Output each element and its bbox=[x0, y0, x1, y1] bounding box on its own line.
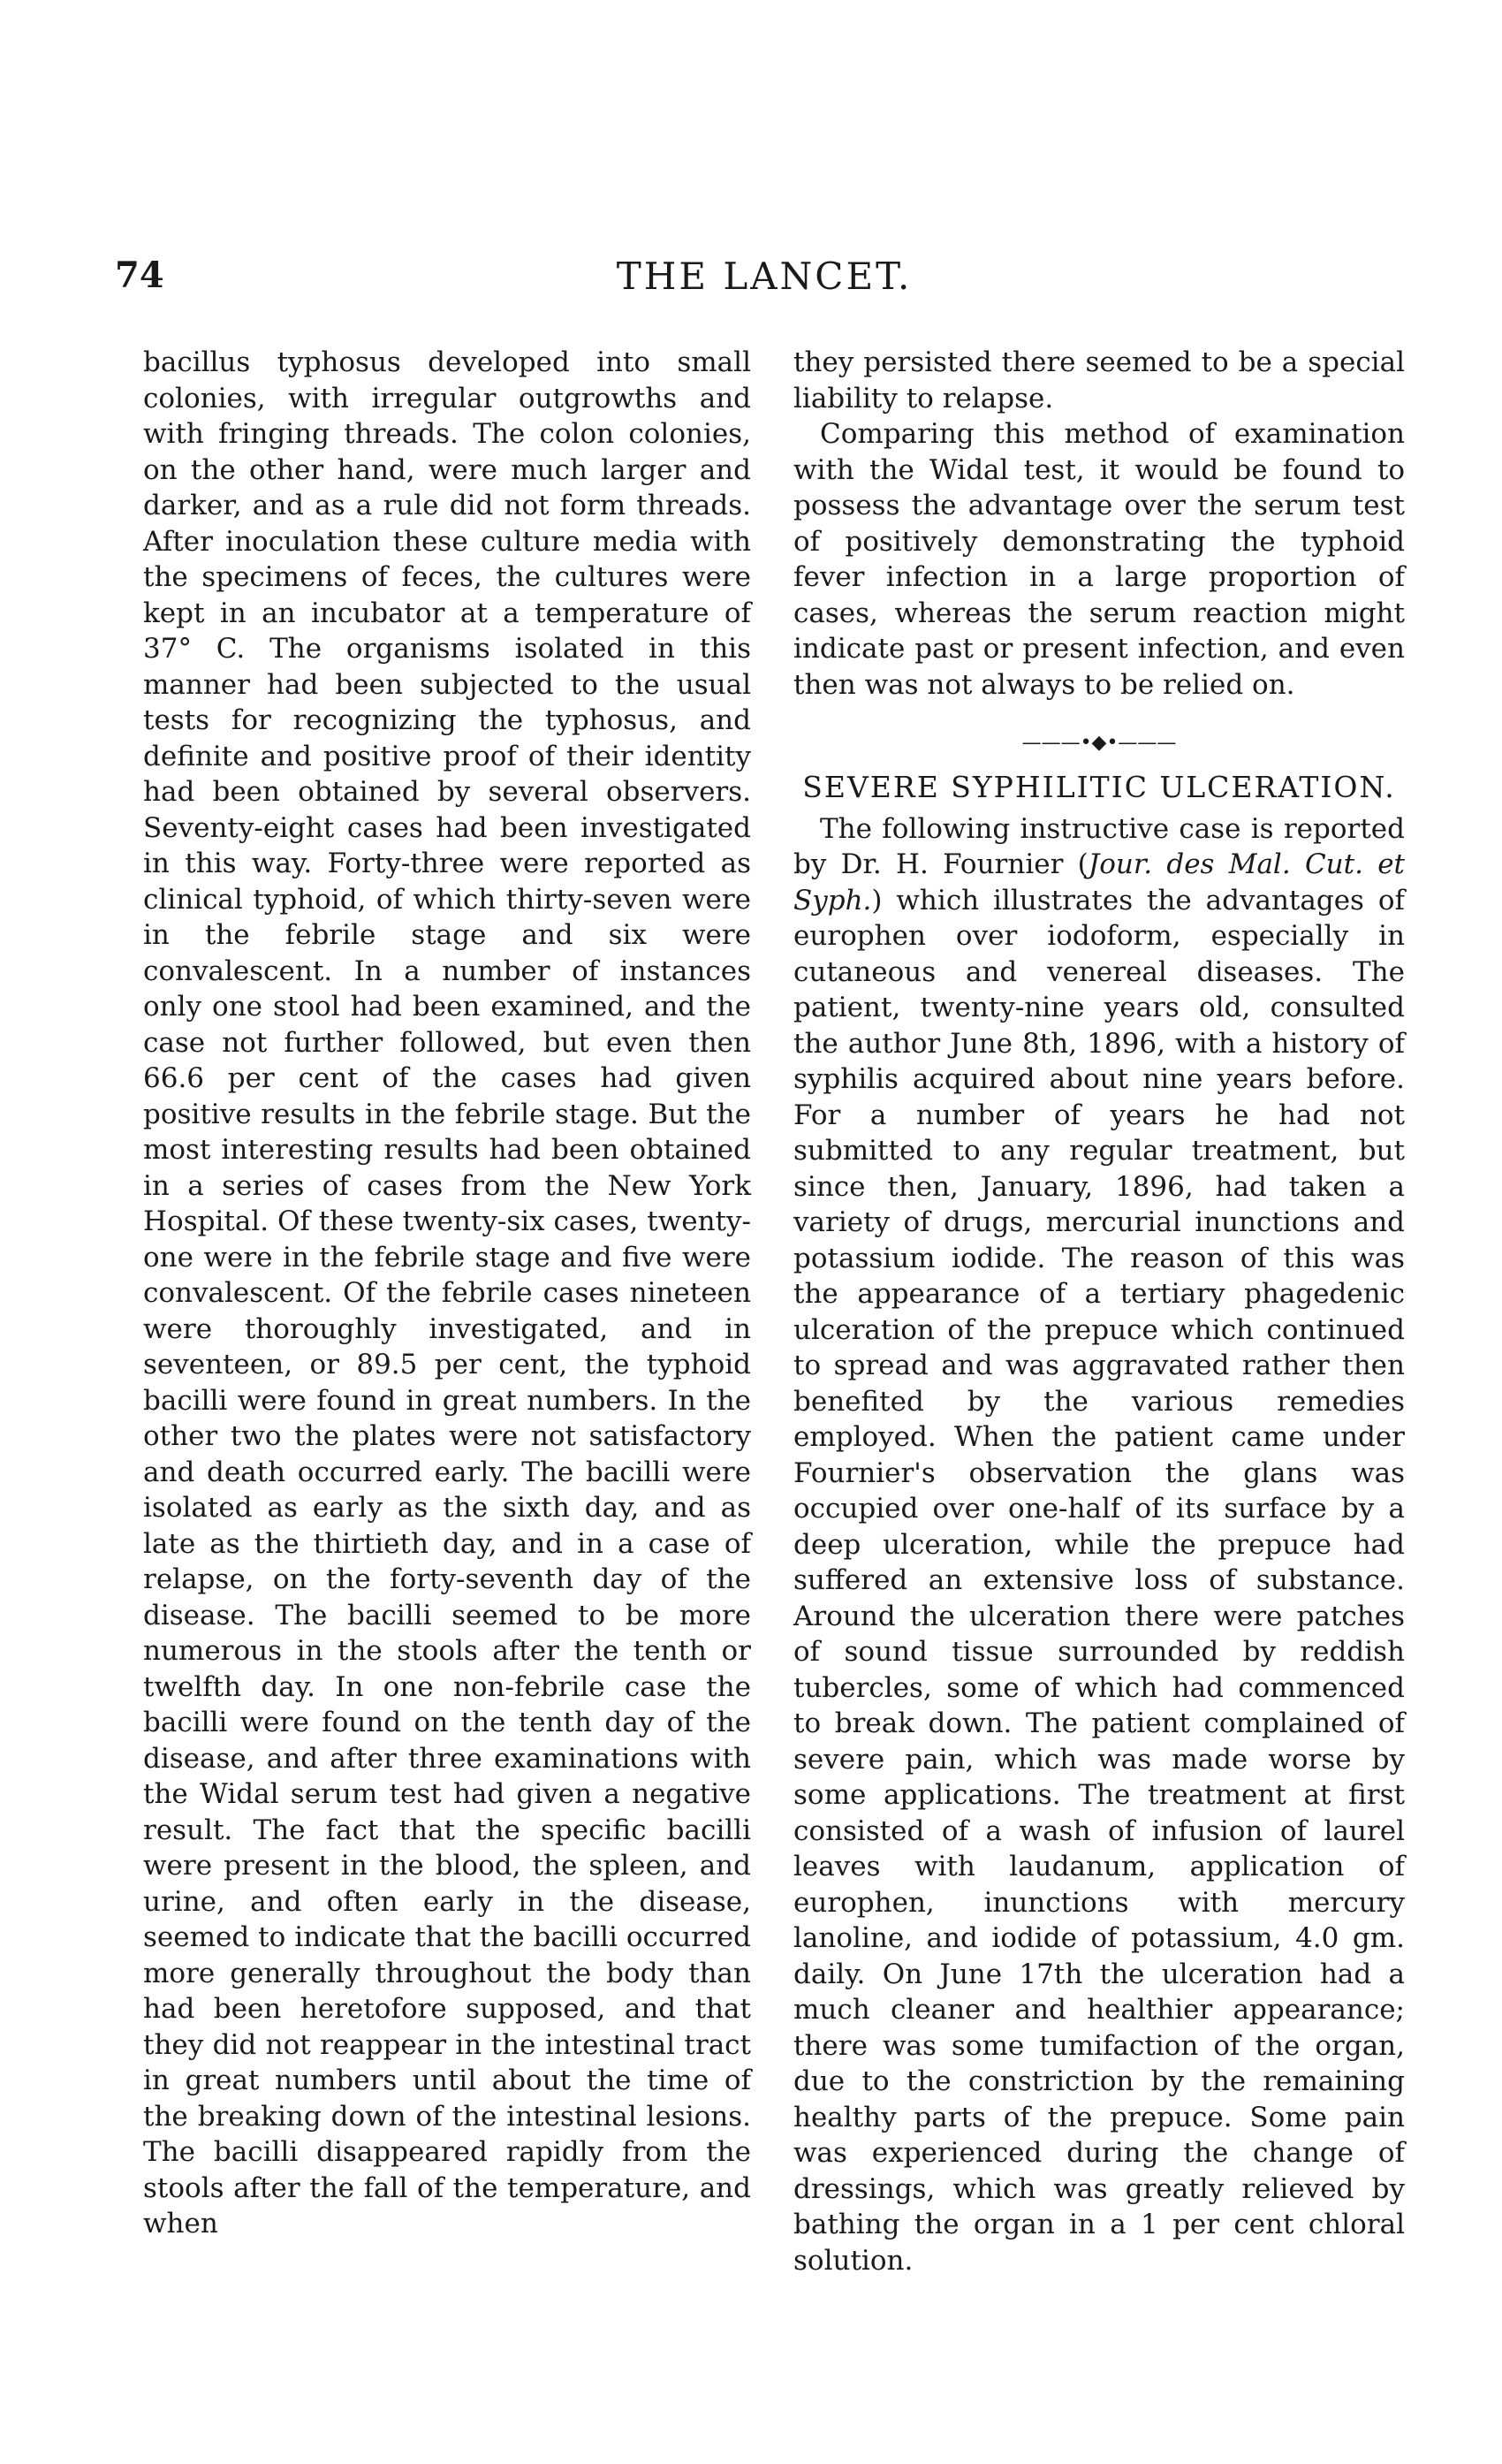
left-paragraph-1: bacillus typhosus developed into small colonies, with irregular outgrowths and with fringing threads. The colon colonies, on the other hand, were much larger and darker, and as a rule did not form threads. After inoculation these culture media with the specimens of feces, the cultures were kept in an incubator at a temperature of 37° C. The organisms isolated in this manner had been subjected to the usual tests for recognizing the typhosus, and definite and positive proof of their identity had been obtained by several observers. Seventy-eight cases had been investigated in this way. Forty-three were reported as clinical typhoid, of which thirty-seven were in the febrile stage and six were convalescent. In a number of instances only one stool had been examined, and the case not further followed, but even then 66.6 per cent of the cases had given positive results in the febrile stage. But the most interesting results had been obtained in a series of cases from the New York Hospital. Of these twenty-six cases, twenty-one were in the febrile stage and five were convalescent. Of the febrile cases nineteen were thoroughly investigated, and in seventeen, or 89.5 per cent, the typhoid bacilli were found in great numbers. In the other two the plates were not satisfactory and death occurred early. The bacilli were isolated as early as the sixth day, and as late as the thirtieth day, and in a case of relapse, on the forty-seventh day of the disease. The bacilli seemed to be more numerous in the stools after the tenth or twelfth day. In one non-febrile case the bacilli were found on the tenth day of the disease, and after three examinations with the Widal serum test had given a negative result. The fact that the specific bacilli were present in the blood, the spleen, and urine, and often early in the disease, seemed to indicate that the bacilli occurred more generally throughout the body than had been heretofore supposed, and that they did not reappear in the intestinal tract in great numbers until about the time of the breaking down of the intestinal lesions. The bacilli disappeared rapidly from the stools after the fall of the temperature, and when bbox=[143, 346, 751, 2240]
running-title: THE LANCET. bbox=[616, 255, 913, 298]
paragraph-3-intro: The following instructive case is reported by Dr. H. Fournier ( bbox=[793, 812, 1405, 880]
page-header bbox=[115, 255, 1414, 299]
page-number: 74 bbox=[115, 255, 164, 296]
journal-citation: Jour. des Mal. Cut. et Syph. bbox=[793, 848, 1405, 916]
left-column bbox=[143, 345, 751, 2242]
right-paragraph-1: they persisted there seemed to be a special liability to relapse. bbox=[793, 346, 1405, 414]
right-column bbox=[793, 345, 1405, 2278]
section-divider-ornament: ———•◆•——— bbox=[1021, 732, 1177, 754]
right-paragraph-3 bbox=[793, 811, 1405, 2279]
right-paragraph-2: Comparing this method of examination with the Widal test, it would be found to possess the advantage over the serum test of positively demonstrating the typhoid fever infection in a large proportion of cases, whereas the serum reaction might indicate past or present infection, and even then was not always to be relied on. bbox=[793, 418, 1405, 701]
article-heading: SEVERE SYPHILITIC ULCERATION. bbox=[802, 770, 1396, 804]
paragraph-3-body: ) which illustrates the advantages of europhen over iodoform, especially in cutaneous and venereal diseases. The patient, twenty-nine years old, consulted the author June 8th, 1896, with a history of syphilis acquired about nine years before. For a number of years he had not submitted to any regular treatment, but since then, January, 1896, had taken a variety of drugs, mercurial inunctions and potassium iodide. The reason of this was the appearance of a tertiary phagedenic ulceration of the prepuce which continued to spread and was aggravated rather then benefited by the various remedies employed. When the patient came under Fournier's observation the glans was occupied over one-half of its surface by a deep ulceration, while the prepuce had suffered an extensive loss of substance. Around the ulceration there were patches of sound tissue surrounded by reddish tubercles, some of which had commenced to break down. The patient complained of severe pain, which was made worse by some applications. The treatment at first consisted of a wash of infusion of laurel leaves with laudanum, application of europhen, inunctions with mercury lanoline, and iodide of potassium, 4.0 gm. daily. On June 17th the ulceration had a much cleaner and healthier appearance; there was some tumifaction of the organ, due to the constriction by the remaining healthy parts of the prepuce. Some pain was experienced during the change of dressings, which was greatly relieved by bathing the organ in a 1 per cent chloral solution. bbox=[793, 884, 1405, 2277]
